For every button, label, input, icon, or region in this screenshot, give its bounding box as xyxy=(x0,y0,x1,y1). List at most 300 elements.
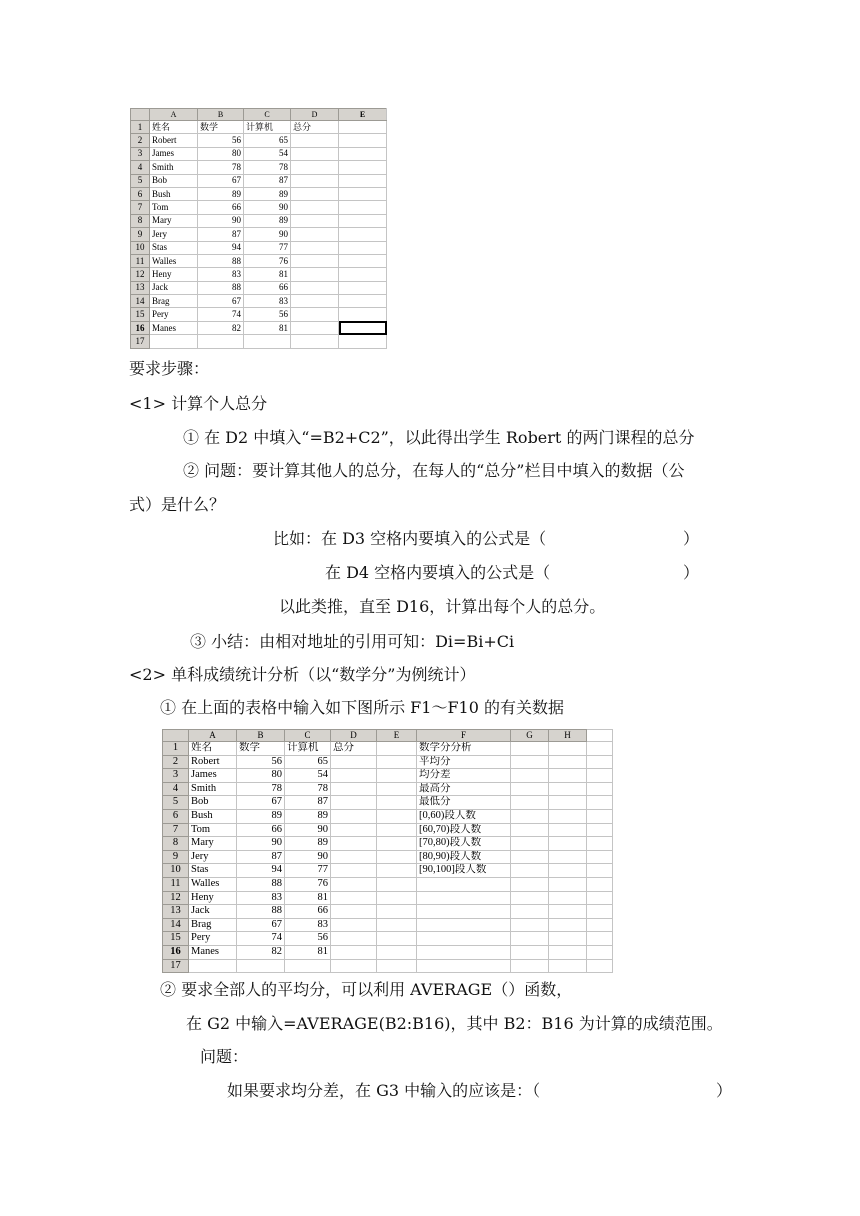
name-cell[interactable]: Walles xyxy=(189,877,237,891)
row-header[interactable]: 16 xyxy=(131,321,150,334)
cell[interactable] xyxy=(339,161,387,174)
math-cell[interactable]: 87 xyxy=(237,850,285,864)
total-cell[interactable] xyxy=(331,796,377,810)
cell[interactable] xyxy=(511,945,549,959)
name-cell[interactable]: James xyxy=(150,147,198,160)
header-cell[interactable]: 数学 xyxy=(237,742,285,756)
steps-title: 要求步骤： xyxy=(129,359,210,378)
column-header[interactable]: B xyxy=(198,109,244,121)
math-cell[interactable]: 83 xyxy=(198,268,244,281)
table-row xyxy=(131,228,387,241)
row-header[interactable]: 12 xyxy=(131,268,150,281)
name-cell[interactable]: Stas xyxy=(150,241,198,254)
cell[interactable] xyxy=(587,823,613,837)
math-cell[interactable]: 88 xyxy=(237,905,285,919)
total-cell[interactable] xyxy=(331,877,377,891)
cell[interactable] xyxy=(549,905,587,919)
cell[interactable] xyxy=(377,932,417,946)
row-header[interactable]: 16 xyxy=(163,945,189,959)
total-cell[interactable] xyxy=(291,254,339,267)
cell[interactable] xyxy=(237,959,285,973)
table-row xyxy=(163,755,613,769)
cell[interactable] xyxy=(339,214,387,227)
row-header[interactable]: 15 xyxy=(163,932,189,946)
computer-cell[interactable]: 78 xyxy=(244,161,291,174)
column-header[interactable]: A xyxy=(150,109,198,121)
total-cell[interactable] xyxy=(331,823,377,837)
table-row xyxy=(131,281,387,294)
math-cell[interactable]: 67 xyxy=(198,295,244,308)
cell[interactable] xyxy=(189,959,237,973)
column-header[interactable]: D xyxy=(291,109,339,121)
row-header[interactable]: 3 xyxy=(131,147,150,160)
total-cell[interactable] xyxy=(331,850,377,864)
name-cell[interactable]: Tom xyxy=(189,823,237,837)
cell[interactable] xyxy=(244,335,291,348)
cell[interactable] xyxy=(339,241,387,254)
cell[interactable] xyxy=(377,959,417,973)
cell[interactable] xyxy=(587,796,613,810)
row-header[interactable]: 5 xyxy=(131,174,150,187)
math-cell[interactable]: 67 xyxy=(237,796,285,810)
math-cell[interactable]: 56 xyxy=(198,134,244,147)
row-header[interactable]: 8 xyxy=(131,214,150,227)
cell[interactable] xyxy=(511,809,549,823)
cell[interactable] xyxy=(511,782,549,796)
header-cell[interactable]: 数学 xyxy=(198,121,244,134)
column-header[interactable]: A xyxy=(189,730,237,742)
header-cell[interactable] xyxy=(377,742,417,756)
cell[interactable] xyxy=(511,932,549,946)
cell[interactable] xyxy=(198,335,244,348)
name-cell[interactable]: Bush xyxy=(150,187,198,200)
total-cell[interactable] xyxy=(331,782,377,796)
table-row xyxy=(163,796,613,810)
computer-cell[interactable]: 90 xyxy=(285,850,331,864)
name-cell[interactable]: Mary xyxy=(189,837,237,851)
total-cell[interactable] xyxy=(331,864,377,878)
name-cell[interactable]: Heny xyxy=(150,268,198,281)
computer-cell[interactable]: 89 xyxy=(244,187,291,200)
total-cell[interactable] xyxy=(291,201,339,214)
total-cell[interactable] xyxy=(291,187,339,200)
total-cell[interactable] xyxy=(291,147,339,160)
cell[interactable] xyxy=(339,174,387,187)
cell[interactable] xyxy=(377,864,417,878)
cell[interactable] xyxy=(377,877,417,891)
example-d3-close: ） xyxy=(683,529,700,548)
cell[interactable] xyxy=(587,809,613,823)
cell[interactable] xyxy=(511,905,549,919)
name-cell[interactable]: Jery xyxy=(150,228,198,241)
corner-cell[interactable] xyxy=(163,730,189,742)
computer-cell[interactable]: 81 xyxy=(285,945,331,959)
cell[interactable] xyxy=(549,864,587,878)
cell[interactable] xyxy=(377,796,417,810)
name-cell[interactable]: Stas xyxy=(189,864,237,878)
header-cell[interactable]: 总分 xyxy=(291,121,339,134)
section2-step2-detail: 在 G2 中输入=AVERAGE(B2:B16)，其中 B2：B16 为计算的成绩范围。 xyxy=(186,1014,723,1033)
total-cell[interactable] xyxy=(331,755,377,769)
cell[interactable] xyxy=(549,796,587,810)
cell[interactable] xyxy=(549,850,587,864)
cell[interactable] xyxy=(587,877,613,891)
analysis-label-cell[interactable]: [70,80)段人数 xyxy=(417,837,511,851)
cell[interactable] xyxy=(511,891,549,905)
computer-cell[interactable]: 54 xyxy=(285,769,331,783)
math-cell[interactable]: 74 xyxy=(237,932,285,946)
row-header[interactable]: 14 xyxy=(163,918,189,932)
cell[interactable] xyxy=(339,228,387,241)
name-cell[interactable]: Walles xyxy=(150,254,198,267)
cell[interactable] xyxy=(339,335,387,348)
analysis-label-cell[interactable]: [60,70)段人数 xyxy=(417,823,511,837)
analysis-label-cell[interactable]: 平均分 xyxy=(417,755,511,769)
row-header[interactable]: 7 xyxy=(163,823,189,837)
selected-cell[interactable] xyxy=(339,321,387,334)
column-header[interactable]: E xyxy=(339,109,387,121)
name-cell[interactable]: Brag xyxy=(189,918,237,932)
name-cell[interactable]: Jery xyxy=(189,850,237,864)
total-cell[interactable] xyxy=(331,837,377,851)
total-cell[interactable] xyxy=(291,321,339,334)
computer-cell[interactable]: 90 xyxy=(285,823,331,837)
computer-cell[interactable]: 65 xyxy=(285,755,331,769)
header-cell[interactable]: 数学分分析 xyxy=(417,742,511,756)
column-header[interactable]: C xyxy=(244,109,291,121)
name-cell[interactable]: Manes xyxy=(150,321,198,334)
cell[interactable] xyxy=(339,134,387,147)
computer-cell[interactable]: 65 xyxy=(244,134,291,147)
cell[interactable] xyxy=(511,864,549,878)
question-label: 问题： xyxy=(200,1047,249,1066)
name-cell[interactable]: Manes xyxy=(189,945,237,959)
row-header[interactable]: 17 xyxy=(163,959,189,973)
math-cell[interactable]: 80 xyxy=(237,769,285,783)
cell[interactable] xyxy=(377,945,417,959)
cell[interactable] xyxy=(377,782,417,796)
name-cell[interactable]: Bush xyxy=(189,809,237,823)
cell[interactable] xyxy=(150,335,198,348)
cell[interactable] xyxy=(339,268,387,281)
row-header[interactable]: 2 xyxy=(131,134,150,147)
math-cell[interactable]: 88 xyxy=(198,281,244,294)
total-cell[interactable] xyxy=(331,769,377,783)
name-cell[interactable]: James xyxy=(189,769,237,783)
total-cell[interactable] xyxy=(291,228,339,241)
total-cell[interactable] xyxy=(291,281,339,294)
name-cell[interactable]: Bob xyxy=(150,174,198,187)
math-cell[interactable]: 56 xyxy=(237,755,285,769)
name-cell[interactable]: Mary xyxy=(150,214,198,227)
header-cell[interactable] xyxy=(549,742,587,756)
cell[interactable] xyxy=(377,850,417,864)
cell[interactable] xyxy=(377,823,417,837)
name-cell[interactable]: Pery xyxy=(189,932,237,946)
cell[interactable] xyxy=(417,959,511,973)
computer-cell[interactable]: 76 xyxy=(285,877,331,891)
cell[interactable] xyxy=(339,295,387,308)
row-header[interactable]: 9 xyxy=(131,228,150,241)
cell[interactable] xyxy=(511,796,549,810)
cell[interactable] xyxy=(291,335,339,348)
math-cell[interactable]: 94 xyxy=(237,864,285,878)
total-cell[interactable] xyxy=(331,945,377,959)
name-cell[interactable]: Brag xyxy=(150,295,198,308)
total-cell[interactable] xyxy=(291,161,339,174)
math-cell[interactable]: 89 xyxy=(198,187,244,200)
table-row xyxy=(163,945,613,959)
analysis-label-cell[interactable] xyxy=(417,877,511,891)
math-cell[interactable]: 66 xyxy=(237,823,285,837)
column-header[interactable]: H xyxy=(549,730,587,742)
cell[interactable] xyxy=(587,945,613,959)
computer-cell[interactable]: 89 xyxy=(285,809,331,823)
total-cell[interactable] xyxy=(291,241,339,254)
column-header[interactable]: G xyxy=(511,730,549,742)
cell[interactable] xyxy=(339,281,387,294)
name-cell[interactable]: Smith xyxy=(189,782,237,796)
cell[interactable] xyxy=(339,254,387,267)
computer-cell[interactable]: 90 xyxy=(244,201,291,214)
math-cell[interactable]: 67 xyxy=(198,174,244,187)
analysis-label-cell[interactable] xyxy=(417,905,511,919)
cell[interactable] xyxy=(339,201,387,214)
cell[interactable] xyxy=(587,932,613,946)
math-cell[interactable]: 82 xyxy=(198,321,244,334)
computer-cell[interactable]: 66 xyxy=(244,281,291,294)
cell[interactable] xyxy=(587,905,613,919)
analysis-label-cell[interactable]: 最高分 xyxy=(417,782,511,796)
cell[interactable] xyxy=(285,959,331,973)
row-header[interactable]: 2 xyxy=(163,755,189,769)
column-header[interactable]: B xyxy=(237,730,285,742)
computer-cell[interactable]: 56 xyxy=(285,932,331,946)
cell[interactable] xyxy=(587,891,613,905)
column-header[interactable]: C xyxy=(285,730,331,742)
cell[interactable] xyxy=(377,918,417,932)
analysis-label-cell[interactable]: [90,100]段人数 xyxy=(417,864,511,878)
cell[interactable] xyxy=(549,945,587,959)
table-row xyxy=(131,335,387,348)
cell[interactable] xyxy=(377,769,417,783)
cell[interactable] xyxy=(377,755,417,769)
cell[interactable] xyxy=(377,809,417,823)
cell[interactable] xyxy=(587,837,613,851)
row-header[interactable]: 7 xyxy=(131,201,150,214)
name-cell[interactable]: Robert xyxy=(189,755,237,769)
row-header[interactable]: 10 xyxy=(131,241,150,254)
math-cell[interactable]: 94 xyxy=(198,241,244,254)
total-cell[interactable] xyxy=(291,214,339,227)
math-cell[interactable]: 82 xyxy=(237,945,285,959)
cell[interactable] xyxy=(549,877,587,891)
cell[interactable] xyxy=(549,891,587,905)
total-cell[interactable] xyxy=(331,809,377,823)
row-header[interactable]: 11 xyxy=(131,254,150,267)
cell[interactable] xyxy=(511,959,549,973)
computer-cell[interactable]: 90 xyxy=(244,228,291,241)
row-header[interactable]: 13 xyxy=(163,905,189,919)
table-row xyxy=(163,782,613,796)
math-cell[interactable]: 78 xyxy=(198,161,244,174)
computer-cell[interactable]: 54 xyxy=(244,147,291,160)
total-cell[interactable] xyxy=(291,174,339,187)
cell[interactable] xyxy=(339,187,387,200)
computer-cell[interactable]: 81 xyxy=(244,268,291,281)
name-cell[interactable]: Robert xyxy=(150,134,198,147)
header-cell[interactable] xyxy=(511,742,549,756)
row-header[interactable]: 3 xyxy=(163,769,189,783)
cell[interactable] xyxy=(377,905,417,919)
cell[interactable] xyxy=(331,959,377,973)
cell[interactable] xyxy=(511,877,549,891)
math-cell[interactable]: 67 xyxy=(237,918,285,932)
row-header[interactable]: 17 xyxy=(131,335,150,348)
header-cell[interactable]: 总分 xyxy=(331,742,377,756)
name-cell[interactable]: Heny xyxy=(189,891,237,905)
analysis-label-cell[interactable] xyxy=(417,918,511,932)
header-cell[interactable]: 计算机 xyxy=(285,742,331,756)
cell[interactable] xyxy=(377,891,417,905)
cell[interactable] xyxy=(587,959,613,973)
total-cell[interactable] xyxy=(291,268,339,281)
cell[interactable] xyxy=(587,864,613,878)
header-cell[interactable]: 姓名 xyxy=(150,121,198,134)
name-cell[interactable]: Smith xyxy=(150,161,198,174)
cell[interactable] xyxy=(549,932,587,946)
name-cell[interactable]: Jack xyxy=(189,905,237,919)
cell[interactable] xyxy=(549,837,587,851)
cell[interactable] xyxy=(587,755,613,769)
math-cell[interactable]: 80 xyxy=(198,147,244,160)
computer-cell[interactable]: 83 xyxy=(285,918,331,932)
total-cell[interactable] xyxy=(291,134,339,147)
total-cell[interactable] xyxy=(331,918,377,932)
total-cell[interactable] xyxy=(331,905,377,919)
cell[interactable] xyxy=(587,782,613,796)
analysis-label-cell[interactable] xyxy=(417,891,511,905)
cell[interactable] xyxy=(511,837,549,851)
row-header[interactable]: 11 xyxy=(163,877,189,891)
cell[interactable] xyxy=(511,769,549,783)
table-row xyxy=(131,241,387,254)
computer-cell[interactable]: 66 xyxy=(285,905,331,919)
cell[interactable] xyxy=(549,823,587,837)
cell[interactable] xyxy=(339,147,387,160)
cell[interactable] xyxy=(587,730,613,742)
cell[interactable] xyxy=(549,918,587,932)
cell[interactable] xyxy=(587,742,613,756)
cell[interactable] xyxy=(377,837,417,851)
row-header[interactable]: 13 xyxy=(131,281,150,294)
analysis-label-cell[interactable]: [0,60)段人数 xyxy=(417,809,511,823)
header-cell[interactable]: 姓名 xyxy=(189,742,237,756)
row-header[interactable]: 6 xyxy=(131,187,150,200)
row-header[interactable]: 1 xyxy=(131,121,150,134)
total-cell[interactable] xyxy=(331,891,377,905)
analysis-label-cell[interactable] xyxy=(417,932,511,946)
math-cell[interactable]: 90 xyxy=(237,837,285,851)
header-cell[interactable] xyxy=(339,121,387,134)
header-cell[interactable]: 计算机 xyxy=(244,121,291,134)
cell[interactable] xyxy=(549,782,587,796)
row-header[interactable]: 8 xyxy=(163,837,189,851)
analysis-label-cell[interactable]: [80,90)段人数 xyxy=(417,850,511,864)
analysis-label-cell[interactable]: 最低分 xyxy=(417,796,511,810)
math-cell[interactable]: 83 xyxy=(237,891,285,905)
math-cell[interactable]: 90 xyxy=(198,214,244,227)
analysis-label-cell[interactable]: 均分差 xyxy=(417,769,511,783)
total-cell[interactable] xyxy=(331,932,377,946)
row-header[interactable]: 4 xyxy=(131,161,150,174)
computer-cell[interactable]: 78 xyxy=(285,782,331,796)
cell[interactable] xyxy=(549,769,587,783)
math-cell[interactable]: 78 xyxy=(237,782,285,796)
computer-cell[interactable]: 89 xyxy=(244,214,291,227)
total-cell[interactable] xyxy=(291,295,339,308)
row-header[interactable]: 9 xyxy=(163,850,189,864)
computer-cell[interactable]: 87 xyxy=(244,174,291,187)
computer-cell[interactable]: 77 xyxy=(285,864,331,878)
corner-cell[interactable] xyxy=(131,109,150,121)
row-header[interactable]: 6 xyxy=(163,809,189,823)
row-header[interactable]: 5 xyxy=(163,796,189,810)
column-header[interactable]: E xyxy=(377,730,417,742)
name-cell[interactable]: Tom xyxy=(150,201,198,214)
computer-cell[interactable]: 89 xyxy=(285,837,331,851)
computer-cell[interactable]: 76 xyxy=(244,254,291,267)
computer-cell[interactable]: 87 xyxy=(285,796,331,810)
cell[interactable] xyxy=(587,769,613,783)
cell[interactable] xyxy=(511,755,549,769)
total-cell[interactable] xyxy=(291,308,339,321)
row-header[interactable]: 1 xyxy=(163,742,189,756)
math-cell[interactable]: 89 xyxy=(237,809,285,823)
row-header[interactable]: 15 xyxy=(131,308,150,321)
cell[interactable] xyxy=(587,918,613,932)
cell[interactable] xyxy=(549,809,587,823)
row-header[interactable]: 4 xyxy=(163,782,189,796)
computer-cell[interactable]: 81 xyxy=(244,321,291,334)
cell[interactable] xyxy=(511,850,549,864)
name-cell[interactable]: Jack xyxy=(150,281,198,294)
name-cell[interactable]: Pery xyxy=(150,308,198,321)
math-cell[interactable]: 66 xyxy=(198,201,244,214)
computer-cell[interactable]: 81 xyxy=(285,891,331,905)
column-header[interactable]: F xyxy=(417,730,511,742)
name-cell[interactable]: Bob xyxy=(189,796,237,810)
math-cell[interactable]: 88 xyxy=(237,877,285,891)
row-header[interactable]: 10 xyxy=(163,864,189,878)
column-header[interactable]: D xyxy=(331,730,377,742)
computer-cell[interactable]: 56 xyxy=(244,308,291,321)
cell[interactable] xyxy=(339,308,387,321)
cell[interactable] xyxy=(549,755,587,769)
cell[interactable] xyxy=(511,823,549,837)
analysis-label-cell[interactable] xyxy=(417,945,511,959)
cell[interactable] xyxy=(549,959,587,973)
cell[interactable] xyxy=(587,850,613,864)
math-cell[interactable]: 88 xyxy=(198,254,244,267)
computer-cell[interactable]: 77 xyxy=(244,241,291,254)
math-cell[interactable]: 74 xyxy=(198,308,244,321)
row-header[interactable]: 12 xyxy=(163,891,189,905)
cell[interactable] xyxy=(511,918,549,932)
row-header[interactable]: 14 xyxy=(131,295,150,308)
computer-cell[interactable]: 83 xyxy=(244,295,291,308)
math-cell[interactable]: 87 xyxy=(198,228,244,241)
